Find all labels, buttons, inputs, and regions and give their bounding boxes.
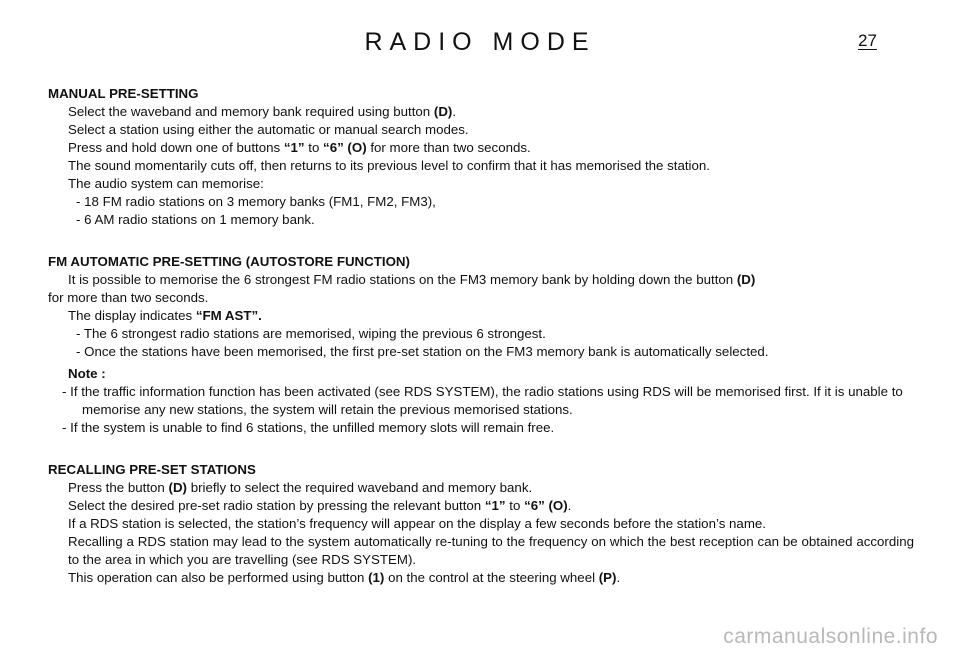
note-heading: Note : (68, 366, 106, 381)
watermark: carmanualsonline.info (723, 625, 938, 648)
paragraph: The audio system can memorise: (68, 176, 264, 191)
paragraph: The sound momentarily cuts off, then returns to its previous level to confirm that it has memorised the station. (68, 158, 710, 173)
paragraph: Select a station using either the automatic or manual search modes. (68, 122, 469, 137)
paragraph: Recalling a RDS station may lead to the system automatically re-tuning to the frequency on which the best reception can be obtained according to the area in which you are travelling (see RDS SYSTEM). (68, 534, 914, 567)
page-title: RADIO MODE (364, 28, 596, 56)
list-item: - The 6 strongest radio stations are memorised, wiping the previous 6 strongest. (76, 326, 546, 341)
page-number: 27 (858, 31, 877, 50)
list-item: - 18 FM radio stations on 3 memory banks (FM1, FM2, FM3), (76, 194, 436, 209)
section-heading-autostore: FM AUTOMATIC PRE-SETTING (AUTOSTORE FUNCTION) (48, 254, 410, 269)
paragraph: Press the button (D) briefly to select the required waveband and memory bank. (68, 480, 533, 495)
paragraph: Select the desired pre-set radio station by pressing the relevant button “1” to “6” (O). (68, 498, 572, 513)
list-item: - Once the stations have been memorised, the first pre-set station on the FM3 memory bank is automatically selected. (76, 344, 769, 359)
note-item: - If the traffic information function has been activated (see RDS SYSTEM), the radio stations using RDS will be memorised first. If it is unable to memorise any new stations, the system will retain the previous memorised stations. (62, 384, 903, 417)
paragraph: The display indicates “FM AST”. (68, 308, 262, 323)
section-heading-manual: MANUAL PRE-SETTING (48, 86, 199, 101)
section-heading-recall: RECALLING PRE-SET STATIONS (48, 462, 256, 477)
paragraph: Select the waveband and memory bank required using button (D). (68, 104, 457, 119)
paragraph: It is possible to memorise the 6 strongest FM radio stations on the FM3 memory bank by holding down the button (D) (68, 272, 756, 287)
paragraph: If a RDS station is selected, the station’s frequency will appear on the display a few seconds before the station’s name. (68, 516, 766, 531)
note-item: - If the system is unable to find 6 stations, the unfilled memory slots will remain free. (62, 420, 555, 435)
paragraph: Press and hold down one of buttons “1” to “6” (O) for more than two seconds. (68, 140, 531, 155)
paragraph: This operation can also be performed using button (1) on the control at the steering wheel (P). (68, 570, 621, 585)
document-body (48, 85, 914, 587)
list-item: - 6 AM radio stations on 1 memory bank. (76, 212, 315, 227)
paragraph: for more than two seconds. (48, 290, 209, 305)
